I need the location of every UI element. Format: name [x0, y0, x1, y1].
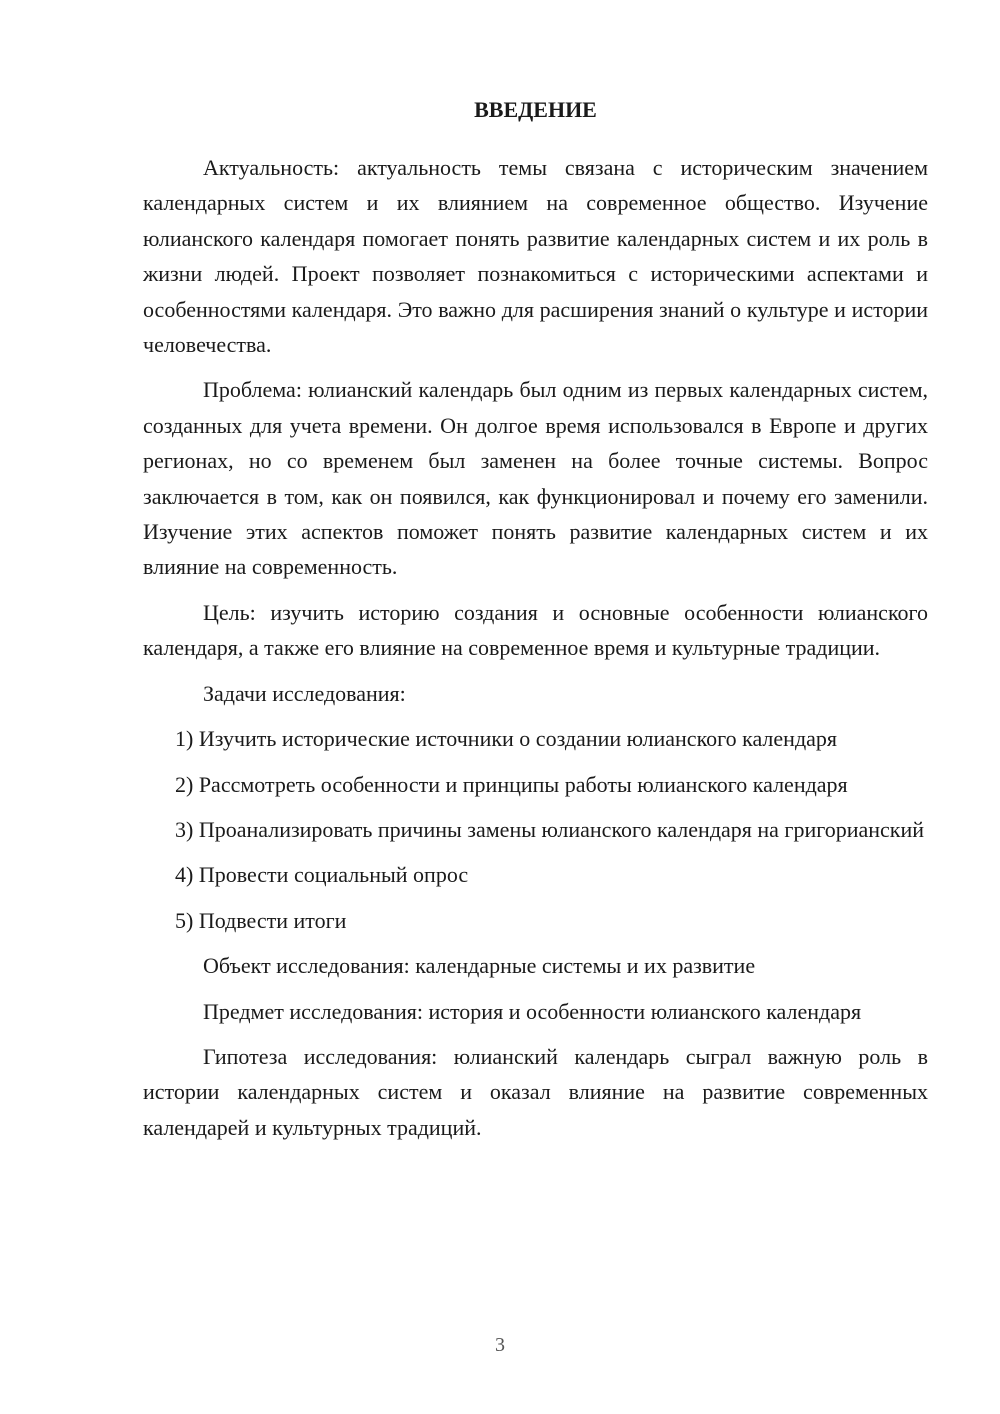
task-item: 2) Рассмотреть особенности и принципы работы юлианского календаря	[175, 771, 848, 797]
relevance-paragraph: Актуальность: актуальность темы связана с историческим значением календарных систем и их влиянием на современное общество. Изучение юлианского календаря помогает понять развитие календарных систем и их роль в жизни людей. Проект позволяет познакомиться с историческими аспектами и особенностями календаря. Это важно для расширения знаний о культуре и истории человечества.	[143, 155, 928, 358]
problem-paragraph: Проблема: юлианский календарь был одним из первых календарных систем, созданных для учета времени. Он долгое время использовался в Европе и других регионах, но со временем был заменен на более точные системы. Вопрос заключается в том, как он появился, как функционировал и почему его заменили. Изучение этих аспектов поможет понять развитие календарных систем и их влияние на современность.	[143, 377, 928, 580]
task-item: 3) Проанализировать причины замены юлианского календаря на григорианский	[175, 816, 925, 842]
task-item: 4) Провести социальный опрос	[175, 862, 469, 888]
task-item: 1) Изучить исторические источники о создании юлианского календаря	[175, 726, 838, 752]
goal-paragraph: Цель: изучить историю создания и основные особенности юлианского календаря, а также его влияние на современное время и культурные традиции.	[143, 599, 928, 661]
page-number: 3	[495, 1334, 505, 1356]
tasks-heading: Задачи исследования:	[203, 680, 406, 706]
task-item: 5) Подвести итоги	[175, 907, 347, 933]
research-subject-paragraph: Предмет исследования: история и особенности юлианского календаря	[203, 998, 862, 1024]
page-title: ВВЕДЕНИЕ	[474, 97, 597, 122]
hypothesis-paragraph: Гипотеза исследования: юлианский календарь сыграл важную роль в истории календарных систем и оказал влияние на развитие современных календарей и культурных традиций.	[143, 1043, 928, 1140]
research-object-paragraph: Объект исследования: календарные системы и их развитие	[203, 953, 756, 979]
document-page	[143, 90, 928, 1145]
